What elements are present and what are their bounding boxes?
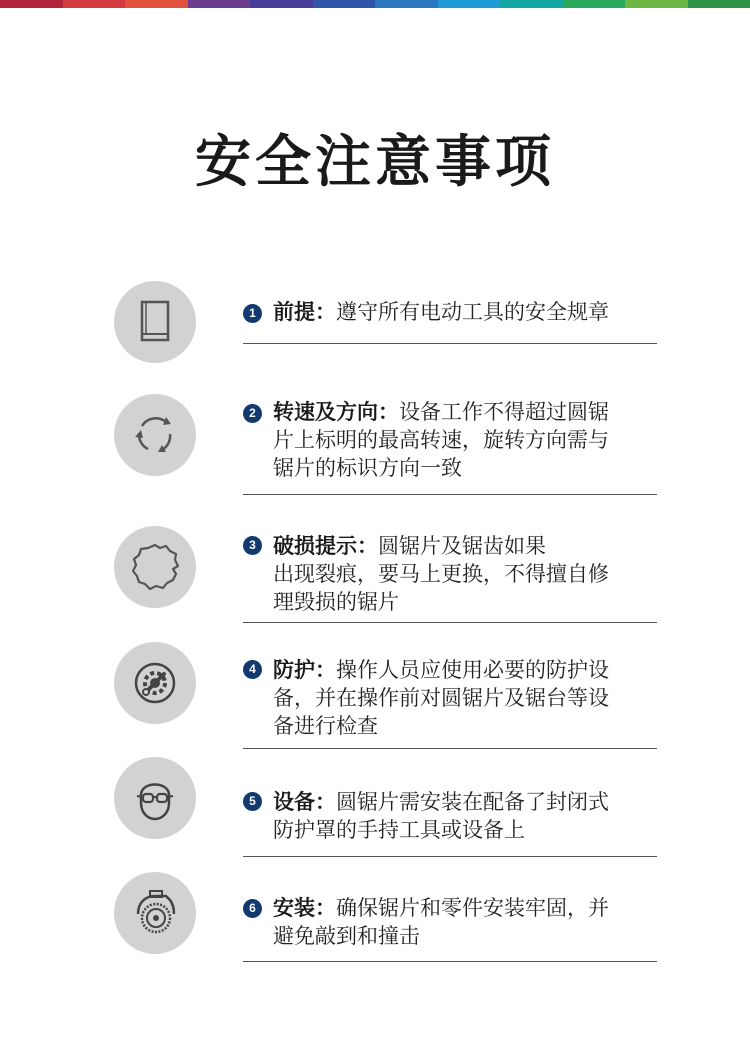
color-segment [500,0,563,8]
rotation-arrows-icon [114,394,196,476]
item-number-badge: 1 [243,304,262,323]
item-label: 转速及方向： [273,400,399,424]
item-line: 理毁损的锯片 [273,590,399,614]
divider [243,856,657,857]
item-line: 避免敲到和撞击 [273,924,420,948]
item-text [273,398,648,482]
item-text [273,788,648,844]
color-segment [625,0,688,8]
color-segment [438,0,501,8]
divider [243,961,657,962]
color-segment [375,0,438,8]
color-segment [188,0,251,8]
item-text [273,298,648,326]
color-segment [563,0,626,8]
item-number-badge: 3 [243,536,262,555]
item-line: 圆锯片及锯齿如果 [378,534,546,558]
divider [243,494,657,495]
item-line: 防护罩的手持工具或设备上 [273,818,525,842]
item-label: 安装： [273,896,336,920]
color-segment [0,0,63,8]
item-text [273,656,648,740]
item-number-badge: 6 [243,899,262,918]
color-segment [125,0,188,8]
item-label: 防护： [273,658,336,682]
item-number-badge: 4 [243,660,262,679]
item-line: 圆锯片需安装在配备了封闭式 [336,790,609,814]
color-segment [63,0,126,8]
color-segment [688,0,750,8]
divider [243,622,657,623]
top-color-bar [0,0,750,8]
divider [243,748,657,749]
item-label: 前提： [273,300,336,324]
item-number-badge: 5 [243,792,262,811]
book-icon [114,281,196,363]
item-line: 锯片的标识方向一致 [273,456,462,480]
item-line: 操作人员应使用必要的防护设 [336,658,609,682]
item-label: 破损提示： [273,534,378,558]
item-text [273,894,648,950]
item-line: 备，并在操作前对圆锯片及锯台等设 [273,686,609,710]
item-line: 确保锯片和零件安装牢固，并 [336,896,609,920]
page-title: 安全注意事项 [195,130,555,195]
circular-saw-icon [114,872,196,954]
gear-wrench-icon [114,642,196,724]
item-line: 遵守所有电动工具的安全规章 [336,300,609,324]
item-label: 设备： [273,790,336,814]
damaged-blade-icon [114,526,196,608]
item-number-badge: 2 [243,404,262,423]
item-line: 片上标明的最高转速，旋转方向需与 [273,428,609,452]
item-line: 出现裂痕，要马上更换，不得擅自修 [273,562,609,586]
divider [243,343,657,344]
item-text [273,532,648,616]
item-line: 设备工作不得超过圆锯 [399,400,609,424]
color-segment [313,0,376,8]
item-line: 备进行检查 [273,714,378,738]
color-segment [250,0,313,8]
safety-goggles-head-icon [114,757,196,839]
